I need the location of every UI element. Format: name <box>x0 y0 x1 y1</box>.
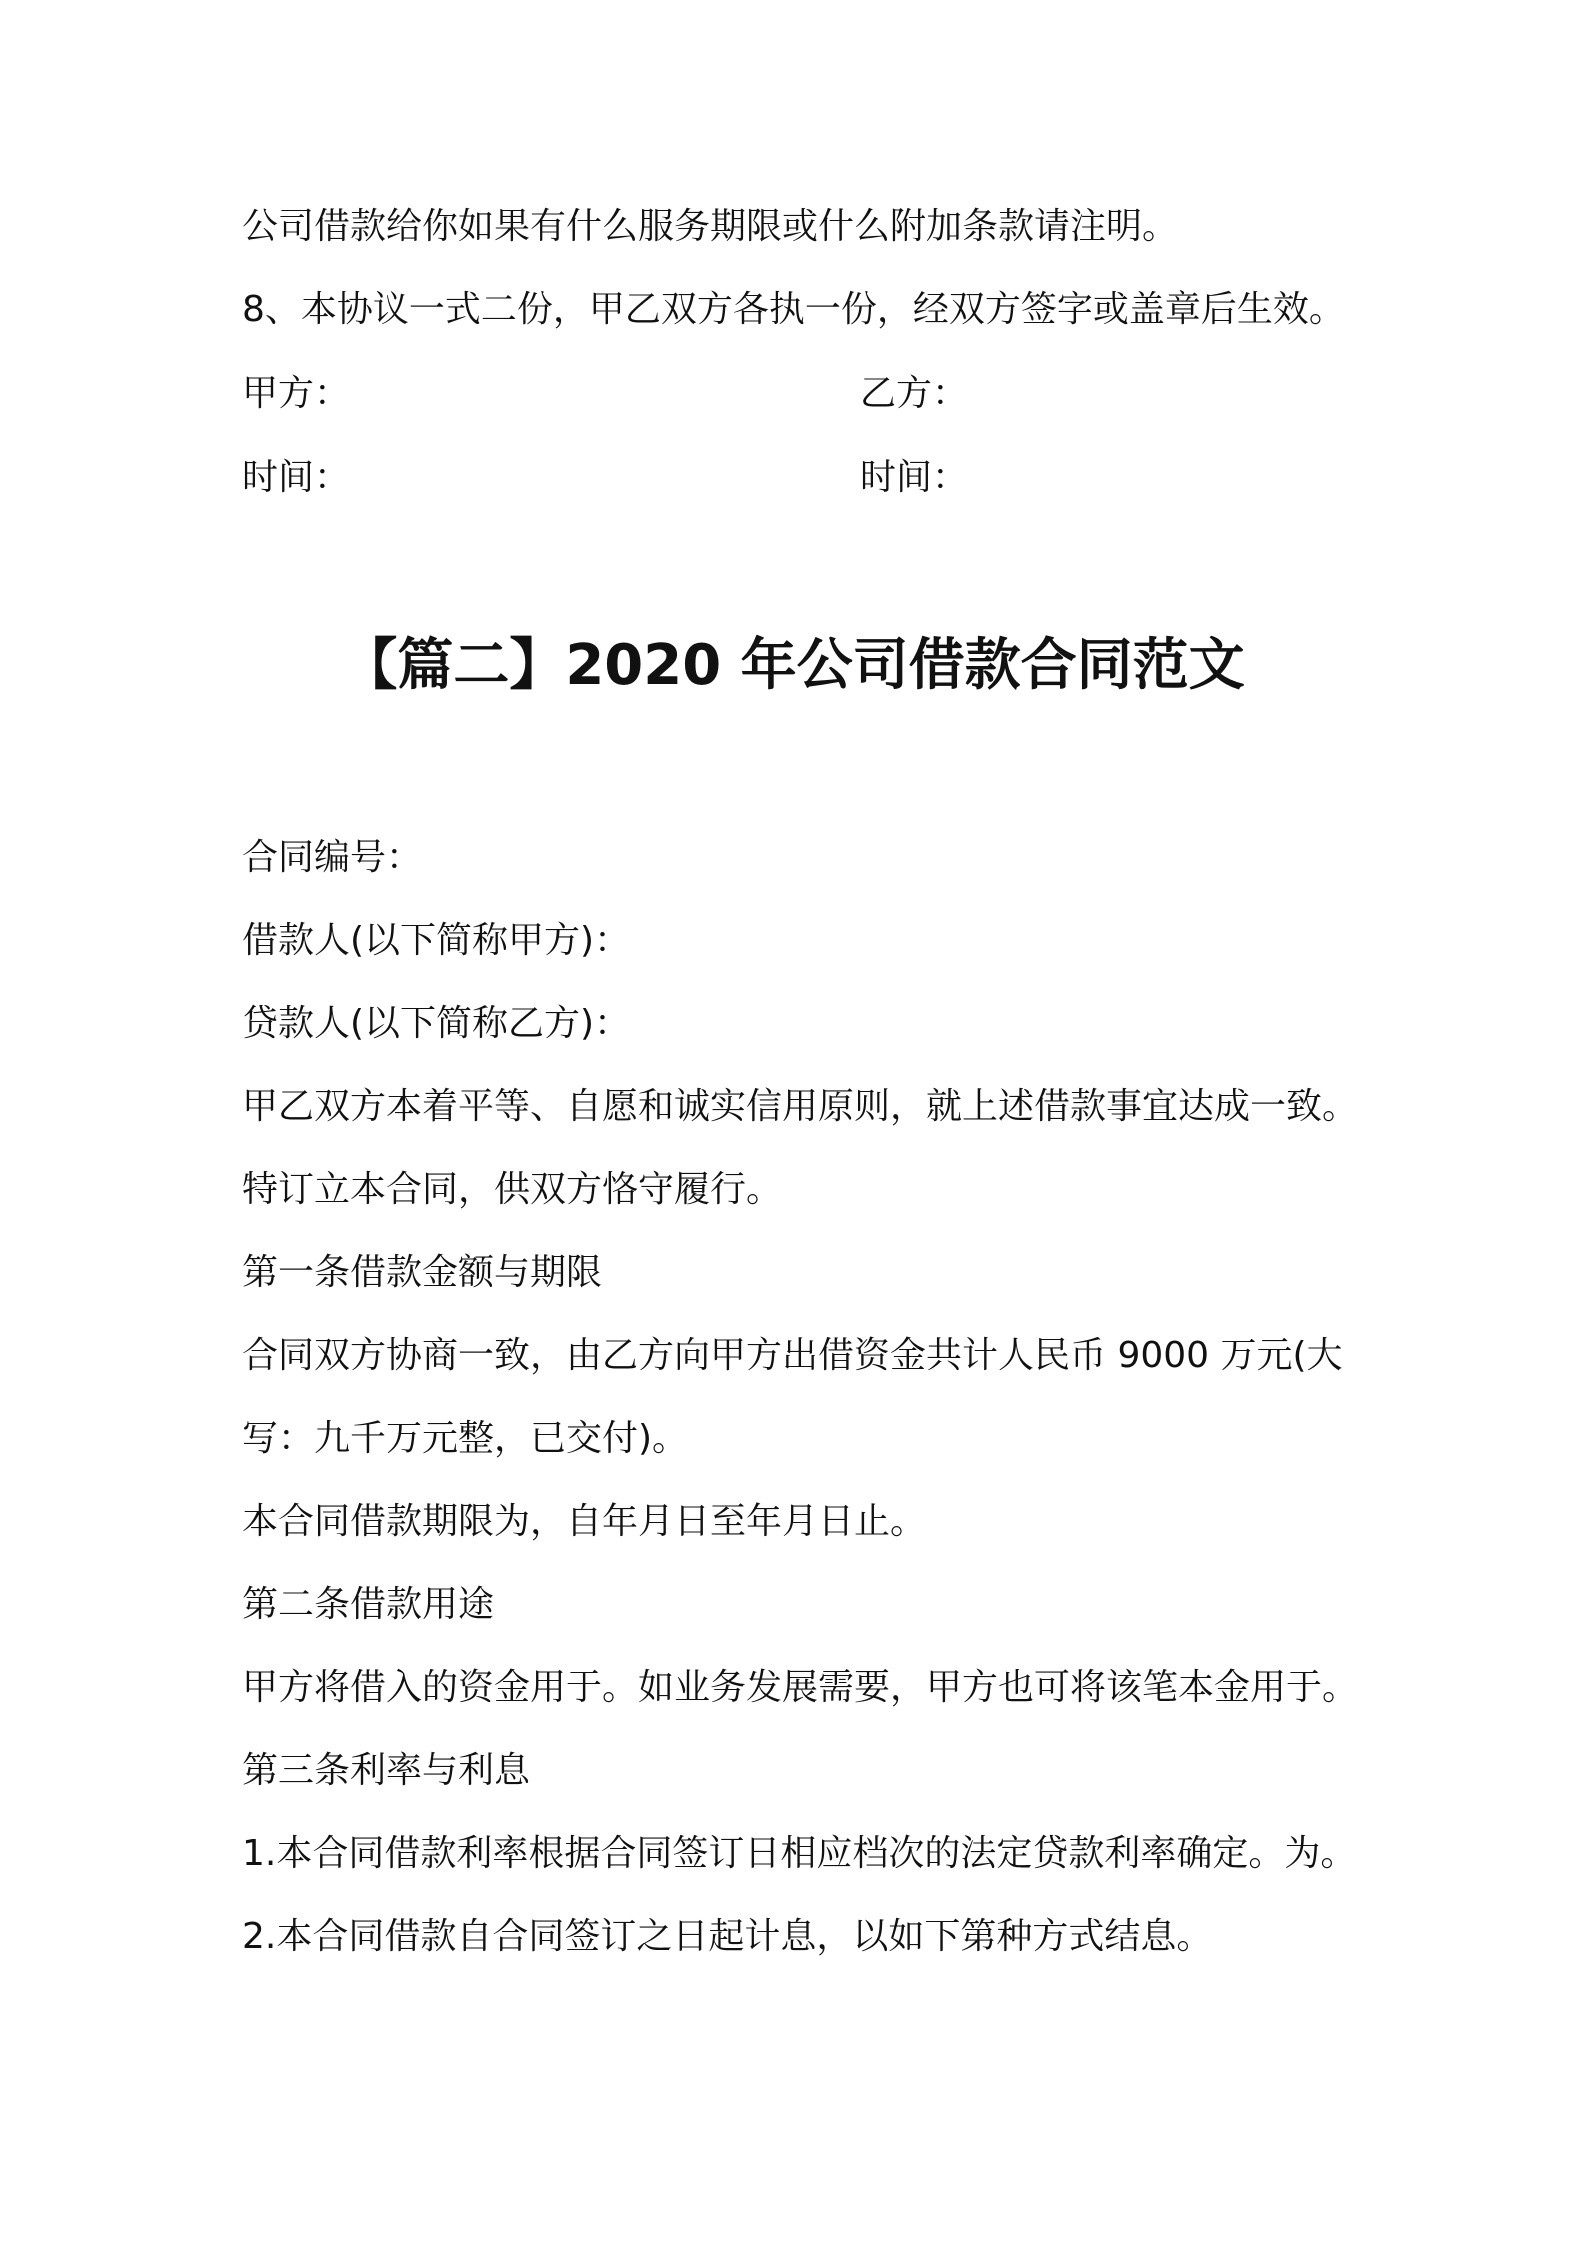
article-2-heading: 第二条借款用途 <box>242 1584 495 1625</box>
paragraph-principles: 甲乙双方本着平等、自愿和诚实信用原则，就上述借款事宜达成一致。 <box>242 1086 1359 1127</box>
section-title: 【篇二】2020 年公司借款合同范文 <box>341 633 1245 698</box>
paragraph-service-term-note: 公司借款给你如果有什么服务期限或什么附加条款请注明。 <box>242 206 1179 247</box>
paragraph-loan-amount: 合同双方协商一致，由乙方向甲方出借资金共计人民币 9000 万元(大 <box>242 1335 1343 1376</box>
paragraph-contract-established: 特订立本合同，供双方恪守履行。 <box>242 1169 783 1210</box>
paragraph-loan-purpose: 甲方将借入的资金用于。如业务发展需要，甲方也可将该笔本金用于。 <box>242 1667 1359 1708</box>
party-b-time-label: 时间： <box>860 457 969 498</box>
paragraph-interest-rate: 1.本合同借款利率根据合同签订日相应档次的法定贷款利率确定。为。 <box>242 1833 1357 1874</box>
article-3-heading: 第三条利率与利息 <box>242 1750 531 1791</box>
contract-number-line: 合同编号： <box>242 837 423 878</box>
party-b-signature-label: 乙方： <box>860 373 969 414</box>
article-1-heading: 第一条借款金额与期限 <box>242 1252 603 1293</box>
paragraph-loan-amount-continued: 写：九千万元整，已交付)。 <box>242 1418 689 1459</box>
party-a-signature-label: 甲方： <box>242 373 351 414</box>
paragraph-interest-settlement: 2.本合同借款自合同签订之日起计息，以如下第种方式结息。 <box>242 1916 1213 1957</box>
paragraph-clause-8: 8、本协议一式二份，甲乙双方各执一份，经双方签字或盖章后生效。 <box>242 289 1345 330</box>
paragraph-loan-term: 本合同借款期限为，自年月日至年月日止。 <box>242 1501 927 1542</box>
lender-line: 贷款人(以下简称乙方)： <box>242 1003 631 1044</box>
borrower-line: 借款人(以下简称甲方)： <box>242 920 631 961</box>
party-a-time-label: 时间： <box>242 457 351 498</box>
